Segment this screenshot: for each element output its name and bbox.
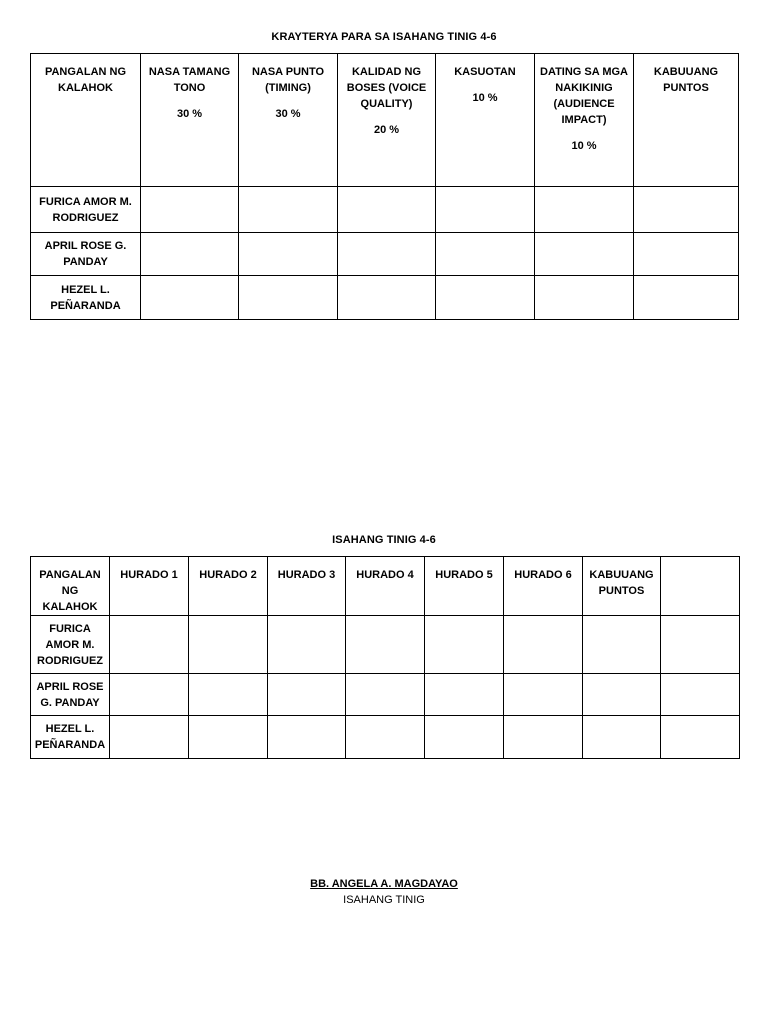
contestant-name: APRIL ROSE G. PANDAY bbox=[31, 233, 141, 276]
score-cell[interactable] bbox=[189, 674, 268, 716]
score-cell[interactable] bbox=[189, 716, 268, 759]
header-costume-pct: 10 % bbox=[472, 92, 498, 104]
header-timing-pct: 30 % bbox=[275, 108, 301, 120]
table-row bbox=[31, 716, 740, 759]
judges-table-title: ISAHANG TINIG 4-6 bbox=[332, 534, 436, 546]
header-audience-impact-pct: 10 % bbox=[571, 140, 597, 152]
score-cell[interactable] bbox=[338, 187, 436, 233]
header-pitch: NASA TAMANG TONO 30 % bbox=[141, 54, 239, 187]
signatory-name: BB. ANGELA A. MAGDAYAO bbox=[310, 878, 458, 890]
header-total: KABUUANG PUNTOS bbox=[583, 557, 661, 616]
header-costume: KASUOTAN 10 % bbox=[436, 54, 535, 187]
score-cell[interactable] bbox=[504, 716, 583, 759]
score-cell[interactable] bbox=[239, 187, 338, 233]
contestant-name: FURICA AMOR M. RODRIGUEZ bbox=[31, 616, 110, 674]
score-cell[interactable] bbox=[436, 233, 535, 276]
contestant-name: HEZEL L. PEÑARANDA bbox=[31, 716, 110, 759]
contestant-name: FURICA AMOR M. RODRIGUEZ bbox=[31, 187, 141, 233]
header-audience-impact: DATING SA MGA NAKIKINIG (AUDIENCE IMPACT) 10 % bbox=[535, 54, 634, 187]
score-cell[interactable] bbox=[189, 616, 268, 674]
score-cell[interactable] bbox=[436, 276, 535, 320]
blank-cell[interactable] bbox=[661, 616, 740, 674]
score-cell[interactable] bbox=[141, 233, 239, 276]
criteria-table bbox=[30, 53, 739, 320]
header-total: KABUUANG PUNTOS bbox=[634, 54, 739, 187]
score-cell[interactable] bbox=[338, 276, 436, 320]
total-cell[interactable] bbox=[634, 187, 739, 233]
score-cell[interactable] bbox=[425, 616, 504, 674]
header-contestant: PANGALAN NG KALAHOK bbox=[31, 54, 141, 187]
table-row bbox=[31, 233, 739, 276]
judges-header-row bbox=[31, 557, 740, 616]
score-cell[interactable] bbox=[338, 233, 436, 276]
table-row bbox=[31, 616, 740, 674]
score-cell[interactable] bbox=[268, 716, 346, 759]
header-judge-5: HURADO 5 bbox=[425, 557, 504, 616]
header-judge-2: HURADO 2 bbox=[189, 557, 268, 616]
judges-table bbox=[30, 556, 740, 759]
table-row bbox=[31, 276, 739, 320]
header-voice-quality: KALIDAD NG BOSES (VOICE QUALITY) 20 % bbox=[338, 54, 436, 187]
table-row bbox=[31, 187, 739, 233]
blank-cell[interactable] bbox=[661, 674, 740, 716]
score-cell[interactable] bbox=[239, 276, 338, 320]
criteria-header-row bbox=[31, 54, 739, 187]
score-cell[interactable] bbox=[141, 276, 239, 320]
score-cell[interactable] bbox=[425, 674, 504, 716]
score-cell[interactable] bbox=[268, 674, 346, 716]
contestant-name: HEZEL L. PEÑARANDA bbox=[31, 276, 141, 320]
score-cell[interactable] bbox=[346, 716, 425, 759]
score-cell[interactable] bbox=[346, 674, 425, 716]
score-cell[interactable] bbox=[504, 674, 583, 716]
score-cell[interactable] bbox=[110, 716, 189, 759]
header-judge-6: HURADO 6 bbox=[504, 557, 583, 616]
score-cell[interactable] bbox=[436, 187, 535, 233]
total-cell[interactable] bbox=[634, 276, 739, 320]
header-judge-1: HURADO 1 bbox=[110, 557, 189, 616]
total-cell[interactable] bbox=[583, 716, 661, 759]
criteria-table-title: KRAYTERYA PARA SA ISAHANG TINIG 4-6 bbox=[271, 31, 497, 43]
score-cell[interactable] bbox=[346, 616, 425, 674]
score-cell[interactable] bbox=[110, 674, 189, 716]
total-cell[interactable] bbox=[634, 233, 739, 276]
signatory-role: ISAHANG TINIG bbox=[343, 894, 425, 906]
header-pitch-pct: 30 % bbox=[176, 108, 203, 120]
blank-cell[interactable] bbox=[661, 716, 740, 759]
score-cell[interactable] bbox=[425, 716, 504, 759]
contestant-name: APRIL ROSE G. PANDAY bbox=[31, 674, 110, 716]
header-judge-4: HURADO 4 bbox=[346, 557, 425, 616]
total-cell[interactable] bbox=[583, 616, 661, 674]
score-cell[interactable] bbox=[535, 276, 634, 320]
total-cell[interactable] bbox=[583, 674, 661, 716]
score-cell[interactable] bbox=[141, 187, 239, 233]
header-voice-quality-pct: 20 % bbox=[373, 124, 400, 136]
header-blank bbox=[661, 557, 740, 616]
header-timing: NASA PUNTO (TIMING) 30 % bbox=[239, 54, 338, 187]
score-cell[interactable] bbox=[504, 616, 583, 674]
score-cell[interactable] bbox=[535, 233, 634, 276]
table-row bbox=[31, 674, 740, 716]
score-cell[interactable] bbox=[268, 616, 346, 674]
score-cell[interactable] bbox=[239, 233, 338, 276]
score-cell[interactable] bbox=[110, 616, 189, 674]
header-contestant: PANGALAN NG KALAHOK bbox=[31, 557, 110, 616]
header-judge-3: HURADO 3 bbox=[268, 557, 346, 616]
score-cell[interactable] bbox=[535, 187, 634, 233]
